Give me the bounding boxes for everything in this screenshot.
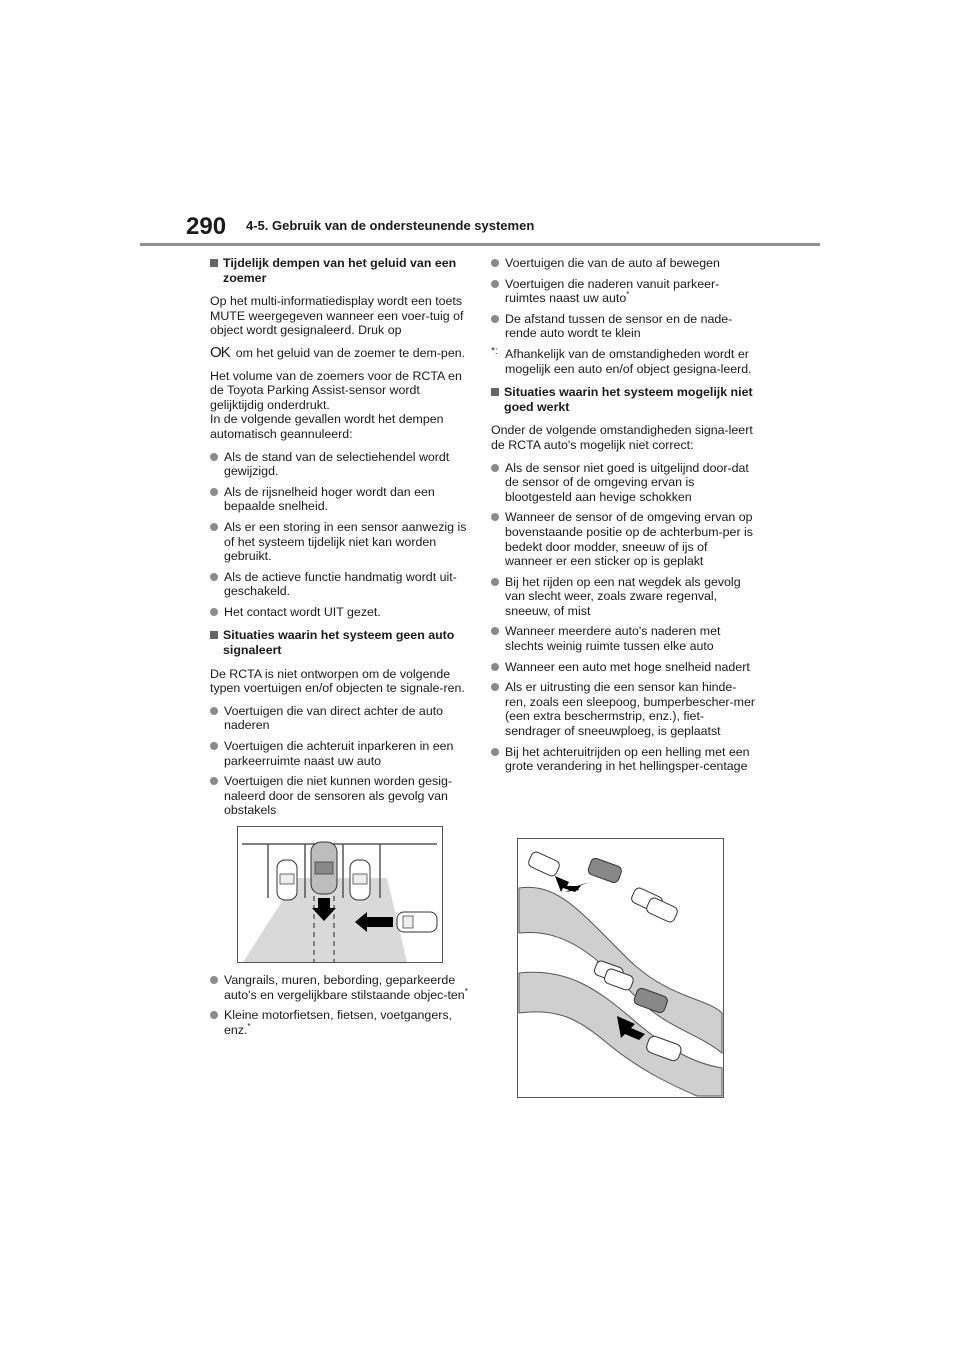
heading-may-not-work: Situaties waarin het systeem mogelijk niet goed werkt (491, 385, 756, 414)
paragraph-volume: Het volume van de zoemers voor de RCTA en de Toyota Parking Assist-sensor wordt gelijktijdig onderdrukt. (210, 368, 462, 412)
list-item: Voertuigen die van de auto af bewegen (491, 256, 756, 271)
ok-button-icon: OK (210, 343, 230, 361)
list-item: Voertuigen die achteruit inparkeren in een parkeerruimte naast uw auto (210, 739, 470, 768)
list-item: Als de sensor niet goed is uitgelijnd door-dat de sensor of de omgeving ervan is blootgesteld aan hevige schokken (491, 461, 756, 505)
paragraph-mute-intro: Op het multi-informatiedisplay wordt een toets MUTE weergegeven wanneer een voer-tuig of object wordt gesignaleerd. Druk op (210, 294, 464, 338)
paragraph-may-not-work: Onder de volgende omstandigheden signa-leert de RCTA auto's mogelijk niet correct: (491, 423, 753, 452)
heading-mute-buzzer: Tijdelijk dempen van het geluid van een zoemer (210, 256, 470, 285)
page-number: 290 (186, 213, 227, 240)
list-item: Voertuigen die naderen vanuit parkeer-ruimtes naast uw auto* (491, 277, 756, 306)
list-item: De afstand tussen de sensor en de nade-rende auto wordt te klein (491, 312, 756, 341)
list-item: Kleine motorfietsen, fietsen, voetgangers, enz.* (210, 1008, 470, 1037)
footnote (491, 347, 756, 376)
list-item: Vangrails, muren, bebording, geparkeerde auto's en vergelijkbare stilstaande objec-ten* (210, 973, 470, 1002)
list-item: Bij het achteruitrijden op een helling met een grote verandering in het hellingsper-centage (491, 745, 756, 774)
paragraph-no-detection: De RCTA is niet ontworpen om de volgende typen voertuigen en/of objecten te signale-ren. (210, 666, 465, 696)
list-item: Voertuigen die niet kunnen worden gesig-naleerd door de sensoren als gevolg van obstakels (210, 774, 470, 818)
list-item: Voertuigen die van direct achter de auto naderen (210, 704, 470, 733)
ok-instruction-text: om het geluid van de zoemer te dem-pen. (235, 345, 466, 360)
section-header-title: 4-5. Gebruik van de ondersteunende systemen (246, 218, 535, 233)
ok-instruction (210, 343, 470, 361)
footnote-text: Afhankelijk van de omstandigheden wordt er mogelijk een auto en/of object gesigna-leerd. (505, 346, 752, 376)
list-item: Het contact wordt UIT gezet. (210, 605, 470, 620)
parking-lot-illustration (237, 826, 443, 963)
list-item: Als de actieve functie handmatig wordt uit-geschakeld. (210, 570, 470, 599)
left-column (210, 256, 470, 1043)
list-item: Wanneer meerdere auto's naderen met slechts weinig ruimte tussen elke auto (491, 624, 756, 653)
list-item: Als er een storing in een sensor aanwezig is of het systeem tijdelijk niet kan worden gebruikt. (210, 520, 470, 564)
slope-road-illustration (517, 838, 724, 1098)
list-item: Als de rijsnelheid hoger wordt dan een bepaalde snelheid. (210, 485, 470, 514)
list-item: Als er uitrusting die een sensor kan hinde-ren, zoals een sleepoog, bumperbescher-mer (een extra beschermstrip, enz.), fiet-sendrager of sneeuwploeg, is geplaatst (491, 680, 756, 738)
paragraph-cancel-cases: In de volgende gevallen wordt het dempen automatisch geannuleerd: (210, 412, 444, 441)
right-column (491, 256, 756, 780)
list-item: Als de stand van de selectiehendel wordt gewijzigd. (210, 450, 470, 479)
header-divider (140, 243, 820, 246)
heading-no-detection: Situaties waarin het systeem geen auto signaleert (210, 628, 470, 657)
footnote-marker: *: (491, 345, 498, 357)
list-item: Wanneer een auto met hoge snelheid nadert (491, 660, 756, 675)
list-item: Wanneer de sensor of de omgeving ervan op bovenstaande positie op de achterbum-per is bedekt door modder, sneeuw of ijs of wanneer er een sticker op is geplakt (491, 510, 756, 568)
list-item: Bij het rijden op een nat wegdek als gevolg van slecht weer, zoals zware regenval, sneeuw, of mist (491, 575, 756, 619)
